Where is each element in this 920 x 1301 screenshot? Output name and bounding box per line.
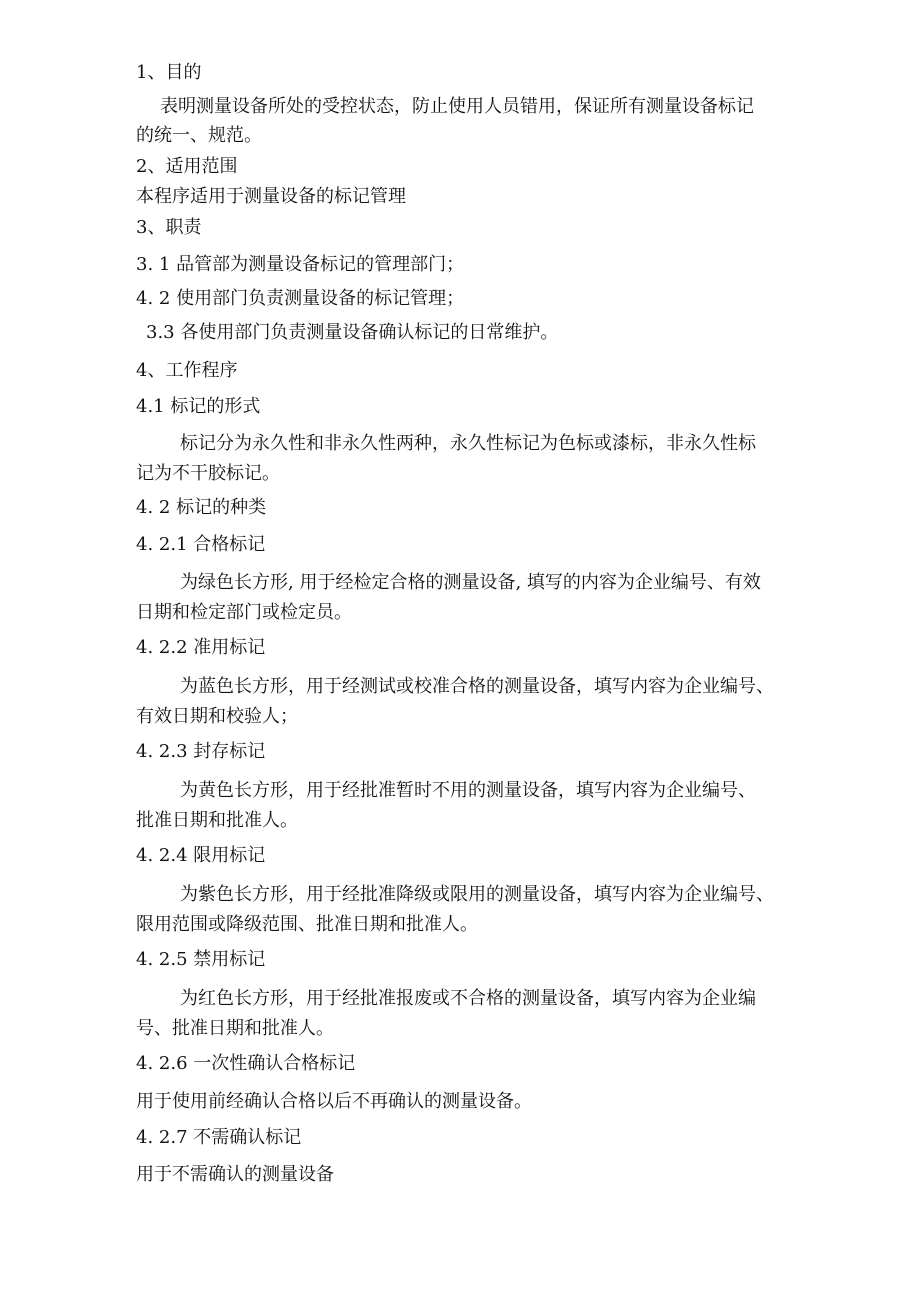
paragraph-line: 为绿色长方形, 用于经检定合格的测量设备, 填写的内容为企业编号、有效 (180, 572, 761, 593)
paragraph-line: 表明测量设备所处的受控状态，防止使用人员错用，保证所有测量设备标记 (160, 96, 754, 117)
heading-purpose: 1、目的 (136, 62, 202, 83)
paragraph-line: 为紫色长方形，用于经批准降级或限用的测量设备，填写内容为企业编号、 (180, 884, 774, 905)
subheading: 4. 2.4 限用标记 (136, 845, 266, 866)
paragraph-line: 日期和检定部门或检定员。 (136, 602, 352, 623)
paragraph-line: 的统一、规范。 (136, 125, 262, 146)
list-item: 4. 2 使用部门负责测量设备的标记管理； (136, 288, 465, 309)
paragraph-line: 号、批准日期和批准人。 (136, 1018, 334, 1039)
paragraph-line: 标记分为永久性和非永久性两种，永久性标记为色标或漆标，非永久性标 (180, 433, 756, 454)
paragraph-line: 批准日期和批准人。 (136, 810, 298, 831)
paragraph-line: 为红色长方形，用于经批准报废或不合格的测量设备，填写内容为企业编 (180, 988, 756, 1009)
subheading: 4.1 标记的形式 (136, 396, 261, 417)
subheading: 4. 2.2 准用标记 (136, 637, 266, 658)
paragraph-line: 限用范围或降级范围、批准日期和批准人。 (136, 914, 478, 935)
list-item: 3. 1 品管部为测量设备标记的管理部门； (136, 254, 465, 275)
subheading: 4. 2.3 封存标记 (136, 741, 266, 762)
paragraph-line: 用于使用前经确认合格以后不再确认的测量设备。 (136, 1091, 532, 1112)
heading-procedure: 4、工作程序 (136, 360, 238, 381)
subheading: 4. 2.5 禁用标记 (136, 949, 266, 970)
paragraph-line: 为蓝色长方形，用于经测试或校准合格的测量设备，填写内容为企业编号、 (180, 676, 774, 697)
paragraph-line: 有效日期和校验人； (136, 706, 298, 727)
paragraph-line: 本程序适用于测量设备的标记管理 (136, 186, 406, 207)
heading-responsibility: 3、职责 (136, 217, 202, 238)
subheading: 4. 2.1 合格标记 (136, 534, 266, 555)
paragraph-line: 用于不需确认的测量设备 (136, 1164, 334, 1185)
heading-scope: 2、适用范围 (136, 156, 238, 177)
subheading: 4. 2.7 不需确认标记 (136, 1127, 302, 1148)
list-item: 3.3 各使用部门负责测量设备确认标记的日常维护。 (146, 322, 559, 343)
subheading: 4. 2.6 一次性确认合格标记 (136, 1053, 356, 1074)
paragraph-line: 为黄色长方形，用于经批准暂时不用的测量设备，填写内容为企业编号、 (180, 780, 756, 801)
subheading: 4. 2 标记的种类 (136, 497, 267, 518)
paragraph-line: 记为不干胶标记。 (136, 463, 280, 484)
